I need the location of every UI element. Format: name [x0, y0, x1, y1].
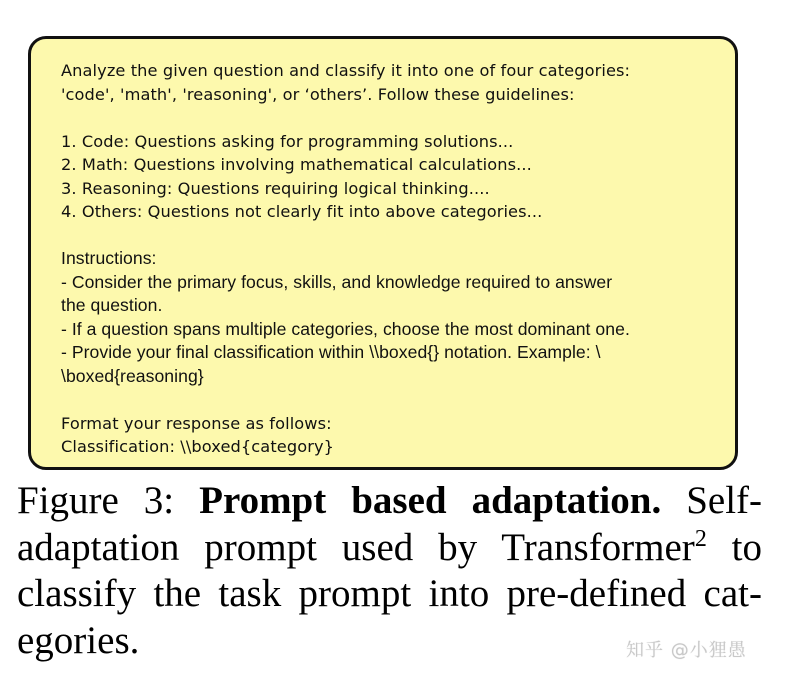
- prompt-line: [61, 106, 725, 130]
- prompt-line: 2. Math: Questions involving mathematical calculations...: [61, 155, 532, 174]
- caption-text: Self-: [686, 479, 762, 522]
- caption-text: adaptation prompt used by Transformer: [17, 525, 695, 569]
- prompt-line: Analyze the given question and classify it into one of four categories:: [61, 61, 631, 80]
- prompt-line: 3. Reasoning: Questions requiring logical thinking....: [61, 178, 490, 198]
- caption-text: to: [706, 525, 762, 569]
- caption-title: Prompt based adaptation.: [199, 479, 662, 522]
- prompt-line: - If a question spans multiple categories, choose the most dominant one.: [61, 318, 630, 339]
- caption-line-2: [17, 525, 762, 572]
- prompt-line: \boxed{reasoning}: [61, 365, 204, 386]
- prompt-line: 'code', 'math', 'reasoning', or ‘others’. Follow these guidelines:: [61, 84, 575, 104]
- prompt-line: - Provide your final classification within \\boxed{} notation. Example: \: [61, 342, 601, 362]
- prompt-line: the question.: [61, 295, 163, 315]
- prompt-line: [61, 224, 725, 248]
- prompt-line: 1. Code: Questions asking for programming solutions...: [61, 131, 514, 151]
- prompt-box: [28, 36, 738, 470]
- watermark: 知乎 @小狸愚: [626, 640, 747, 661]
- caption-superscript: 2: [694, 525, 707, 552]
- caption-line-3: classify the task prompt into pre-defined cat-: [17, 572, 762, 615]
- caption-label: Figure 3:: [17, 479, 175, 522]
- prompt-line: Format your response as follows:: [61, 413, 332, 433]
- prompt-line: 4. Others: Questions not clearly fit into above categories...: [61, 202, 543, 221]
- caption-line-1: [17, 478, 762, 525]
- prompt-line: Instructions:: [61, 248, 157, 268]
- caption-line-4: egories.: [17, 618, 140, 662]
- prompt-line: - Consider the primary focus, skills, and knowledge required to answer: [61, 271, 613, 292]
- prompt-line: [61, 388, 725, 412]
- prompt-line: Classification: \\boxed{category}: [61, 437, 335, 456]
- prompt-text: [61, 59, 725, 459]
